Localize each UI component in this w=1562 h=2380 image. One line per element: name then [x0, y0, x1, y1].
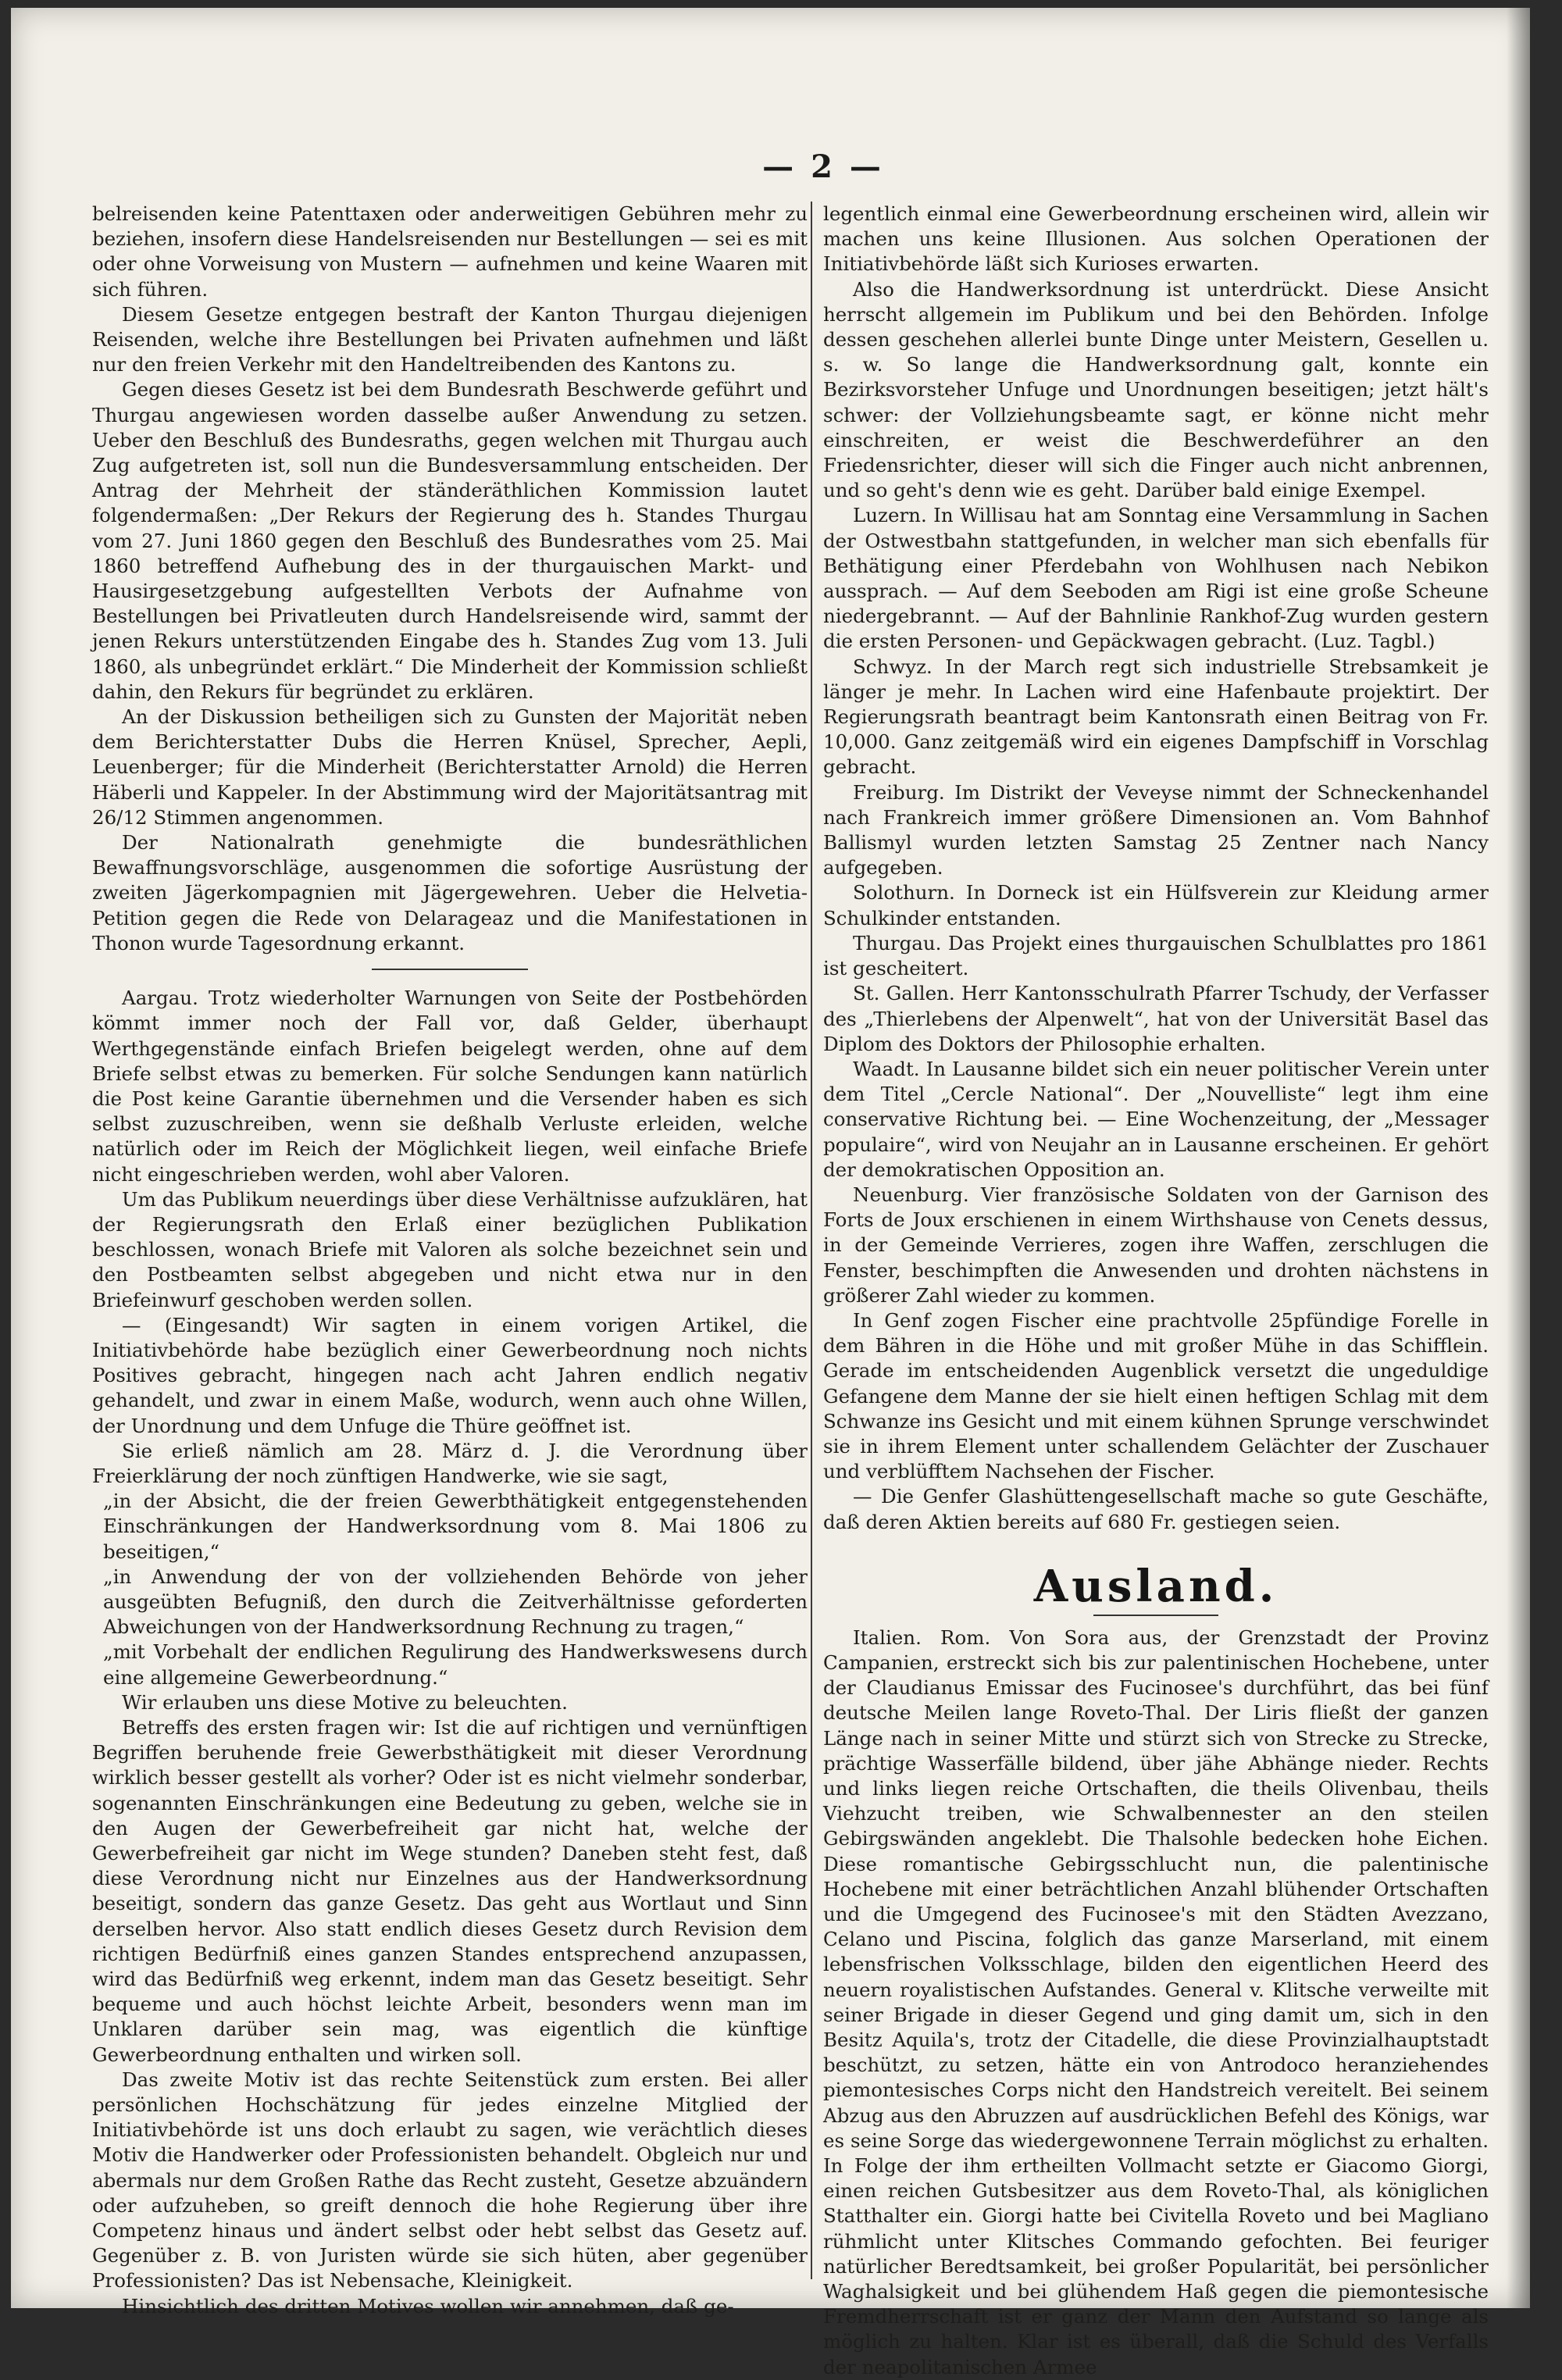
paragraph: Das zweite Motiv ist das rechte Seitenstück zum ersten. Bei aller persönlichen Hochschätzung für jedes einzelne Mitglied der Initiativbehörde ist uns doch erlaubt zu sagen, wie verächtlich dieses Motiv die Handwerker oder Professionisten behandelt. Obgleich nur und abermals nur dem Großen Rathe das Recht zusteht, Gesetze abzuändern oder aufzuheben, so greift dennoch die hohe Regierung über ihre Competenz hinaus und ändert selbst oder hebt selbst das Gesetz auf. Gegenüber z. B. von Juristen würde sie sich hüten, aber gegenüber Professionisten? Das ist Nebensache, Kleinigkeit. — [92, 2068, 808, 2293]
paragraph: Diesem Gesetze entgegen bestraft der Kanton Thurgau diejenigen Reisenden, welche ihre Bestellungen bei Privaten aufnehmen und läßt nur den freien Verkehr mit den Handeltreibenden des Kantons zu. — [92, 302, 808, 376]
left-column — [92, 202, 808, 2318]
paragraph: Solothurn. In Dorneck ist ein Hülfsverein zur Kleidung armer Schulkinder entstanden. — [823, 881, 1489, 930]
quote: „mit Vorbehalt der endlichen Regulirung des Handwerkswesens durch eine allgemeine Gewerbeordnung.“ — [103, 1640, 808, 1689]
paragraph: Italien. Rom. Von Sora aus, der Grenzstadt der Provinz Campanien, erstreckt sich bis zur palentinischen Hochebene, unter der Claudianus Emissar des Fucinosee's durchführt, das bei fünf deutsche Meilen lange Roveto-Thal. Der Liris fließt der ganzen Länge nach in seiner Mitte und stürzt sich von Strecke zu Strecke, prächtige Wasserfälle bildend, über jähe Abhänge nieder. Rechts und links liegen reiche Ortschaften, die theils Olivenbau, theils Viehzucht treiben, wie Schwalbennester an den steilen Gebirgswänden angeklebt. Die Thalsohle bedecken hohe Eichen. Diese romantische Gebirgsschlucht nun, die palentinische Hochebene mit einer beträchtlichen Anzahl blühender Ortschaften und die Umgegend des Fucinosee's mit den Städten Avezzano, Celano und Piscina, folglich das ganze Marserland, mit einem lebensfrischen Volksschlage, bilden den eigentlichen Heerd des neuern royalistischen Aufstandes. General v. Klitsche verweilte mit seiner Brigade in dieser Gegend und ging damit um, sich in den Besitz Aquila's, trotz der Citadelle, die diese Provinzialhauptstadt beschützt, zu setzen, hätte ein von Antrodoco heranziehendes piemontesisches Corps nicht den Handstreich vereitelt. Bei seinem Abzug aus den Abruzzen auf ausdrücklichen Befehl des Königs, war es seine Sorge das wiedergewonnene Terrain möglichst zu erhalten. In Folge der ihm ertheilten Vollmacht setzte er Giacomo Giorgi, einen reichen Gutsbesitzer aus dem Roveto-Thal, als königlichen Statthalter ein. Giorgi hatte bei Civitella Roveto und bei Magliano rühmlicht unter Klitsches Commando gefochten. Bei feuriger natürlicher Beredtsamkeit, bei großer Popularität, bei persönlicher Waghalsigkeit und bei glühendem Haß gegen die piemontesische Fremdherrschaft ist er ganz der Mann den Aufstand so lange als möglich zu halten. Klar ist es überall, daß die Schuld des Verfalls der neapolitanischen Armee — [823, 1625, 1489, 2378]
paragraph: Wir erlauben uns diese Motive zu beleuchten. — [122, 1690, 568, 1714]
paragraph: Also die Handwerksordnung ist unterdrückt. Diese Ansicht herrscht allgemein im Publikum und bei den Behörden. Infolge dessen geschehen allerlei bunte Dinge unter Meistern, Gesellen u. s. w. So lange die Handwerksordnung galt, konnte ein Bezirksvorsteher Unfuge und Unordnungen beseitigen; jetzt hält's schwer: der Vollziehungsbeamte sagt, er könne nicht mehr einschreiten, er weist die Beschwerdeführer an den Friedensrichter, dieser will sich die Finger auch nicht anbrennen, und so geht's denn wie es geht. Darüber bald einige Exempel. — [823, 277, 1489, 502]
paragraph: Betreffs des ersten fragen wir: Ist die auf richtigen und vernünftigen Begriffen beruhende freie Gewerbsthätigkeit mit dieser Verordnung wirklich besser gestellt als vorher? Oder ist es nicht vielmehr sonderbar, sogenannten Einschränkungen eine Bedeutung zu geben, welche sie in den Augen der Gewerbefreiheit gar nicht hat, welche der Gewerbefreiheit gar nicht im Wege stunden? Daneben steht fest, daß diese Verordnung nicht nur Einzelnes aus der Handwerksordnung beseitigt, sondern das ganze Gesetz. Das geht aus Wortlaut und Sinn derselben hervor. Also statt endlich dieses Gesetz durch Revision dem richtigen Bedürfniß eines ganzen Standes entsprechend anzupassen, wird das Bedürfniß weg erkennt, indem man das Gesetz beseitigt. Sehr bequeme und auch höchst leichte Arbeit, besonders wenn man im Unklaren darüber sein mag, was eigentlich die künftige Gewerbeordnung enthalten und wirken soll. — [92, 1715, 808, 2066]
heading-rule — [1093, 1615, 1218, 1616]
newspaper-page — [11, 8, 1530, 2378]
paragraph: Hinsichtlich des dritten Motives wollen wir annehmen, daß ge- — [122, 2294, 734, 2318]
paragraph: Schwyz. In der March regt sich industrielle Strebsamkeit je länger je mehr. In Lachen wird eine Hafenbaute projektirt. Der Regierungsrath beantragt beim Kantonsrath einen Beitrag von Fr. 10,000. Ganz zeitgemäß wird ein eigenes Dampfschiff in Vorschlag gebracht. — [823, 655, 1489, 779]
paragraph: St. Gallen. Herr Kantonsschulrath Pfarrer Tschudy, der Verfasser des „Thierlebens der Alpenwelt“, hat von der Universität Basel das Diplom des Doktors der Philosophie erhalten. — [823, 982, 1489, 1055]
paragraph: belreisenden keine Patenttaxen oder anderweitigen Gebühren mehr zu beziehen, insofern diese Handelsreisenden nur Bestellungen — sei es mit oder ohne Vorweisung von Mustern — aufnehmen und keine Waaren mit sich führen. — [92, 202, 808, 301]
paragraph: Neuenburg. Vier französische Soldaten von der Garnison des Forts de Joux erschienen in einem Wirthshause von Cenets dessus, in der Gemeinde Verrieres, zogen ihre Waffen, zerschlugen die Fenster, beschimpften die Anwesenden und drohten nächstens in größerer Zahl wieder zu kommen. — [823, 1183, 1489, 1307]
paragraph: Waadt. In Lausanne bildet sich ein neuer politischer Verein unter dem Titel „Cercle National“. Der „Nouvelliste“ legt ihm eine conservative Richtung bei. — Eine Wochenzeitung, der „Messager populaire“, wird von Neujahr an in Lausanne erscheinen. Er gehört der demokratischen Opposition an. — [823, 1057, 1489, 1181]
page-number: — 2 — — [762, 148, 884, 185]
paragraph: Sie erließ nämlich am 28. März d. J. die Verordnung über Freierklärung der noch zünftigen Handwerke, wie sie sagt, — [92, 1439, 808, 1487]
paragraph: Thurgau. Das Projekt eines thurgauischen Schulblattes pro 1861 ist gescheitert. — [823, 931, 1489, 980]
paragraph: Der Nationalrath genehmigte die bundesräthlichen Bewaffnungsvorschläge, ausgenommen die sofortige Ausrüstung der zweiten Jägerkompagnien mit Jägergewehren. Ueber die Helvetia-Petition gegen die Rede von Delarageaz und die Manifestationen in Thonon wurde Tagesordnung erkannt. — [92, 831, 808, 954]
quote: „in der Absicht, die der freien Gewerbthätigkeit entgegenstehenden Einschränkungen der Handwerksordnung vom 8. Mai 1806 zu beseitigen,“ — [103, 1490, 808, 1563]
paragraph: In Genf zogen Fischer eine prachtvolle 25pfündige Forelle in dem Bähren in die Höhe und mit großer Mühe in das Schifflein. Gerade im entscheidenden Augenblick versetzt die ungeduldige Gefangene dem Manne der sie hielt einen heftigen Schlag mit dem Schwanze ins Gesicht und mit einem kühnen Sprunge verschwindet sie in ihrem Element unter schallendem Gelächter der Zuschauer und verblüfftem Nachsehen der Fischer. — [823, 1308, 1489, 1483]
section-divider — [372, 969, 528, 970]
paragraph: legentlich einmal eine Gewerbeordnung erscheinen wird, allein wir machen uns keine Illusionen. Aus solchen Operationen der Initiativbehörde läßt sich Kurioses erwarten. — [823, 202, 1489, 276]
paragraph: Luzern. In Willisau hat am Sonntag eine Versammlung in Sachen der Ostwestbahn stattgefunden, in welcher man sich ebenfalls für Bethätigung einer Pferdebahn von Wohlhusen nach Nebikon aussprach. — Auf dem Seeboden am Rigi ist eine große Scheune niedergebrannt. — Auf der Bahnlinie Rankhof-Zug wurden gestern die ersten Personen- und Gepäckwagen gebracht. (Luz. Tagbl.) — [823, 504, 1489, 653]
paragraph: — (Eingesandt) Wir sagten in einem vorigen Artikel, die Initiativbehörde habe bezüglich einer Gewerbeordnung noch nichts Positives gebracht, hingegen nach acht Jahren endlich negativ gehandelt, und zwar in einem Maße, wodurch, wenn auch ohne Willen, der Unordnung und dem Unfuge die Thüre geöffnet ist. — [92, 1313, 808, 1437]
paragraph: Freiburg. Im Distrikt der Veveyse nimmt der Schneckenhandel nach Frankreich immer größere Dimensionen an. Vom Bahnhof Ballismyl wurden letzten Samstag 25 Zentner nach Nancy aufgegeben. — [823, 780, 1489, 880]
paragraph: Gegen dieses Gesetz ist bei dem Bundesrath Beschwerde geführt und Thurgau angewiesen worden dasselbe außer Anwendung zu setzen. Ueber den Beschluß des Bundesraths, gegen welchen mit Thurgau auch Zug aufgetreten ist, soll nun die Bundesversammlung entscheiden. Der Antrag der Mehrheit der ständeräthlichen Kommission lautet folgendermaßen: „Der Rekurs der Regierung des h. Standes Thurgau vom 27. Juni 1860 gegen den Beschluß des Bundesrathes vom 25. Mai 1860 betreffend Aufhebung des in der thurgauischen Markt- und Hausirgesetzgebung aufgestellten Verbots der Aufnahme von Bestellungen bei Privatleuten durch Handelsreisende wird, sammt der jenen Rekurs unterstützenden Eingabe des h. Standes Zug vom 13. Juli 1860, als unbegründet erklärt.“ Die Minderheit der Kommission schließt dahin, den Rekurs für begründet zu erklären. — [92, 378, 808, 703]
paragraph: An der Diskussion betheiligen sich zu Gunsten der Majorität neben dem Berichterstatter Dubs die Herren Knüsel, Sprecher, Aepli, Leuenberger; für die Minderheit (Berichterstatter Arnold) die Herren Häberli und Kappeler. In der Abstimmung wird der Majoritätsantrag mit 26/12 Stimmen angenommen. — [92, 705, 808, 829]
column-divider — [811, 202, 812, 2279]
quote: „in Anwendung der von der vollziehenden Behörde von jeher ausgeübten Befugniß, den durch die Zeitverhältnisse geforderten Abweichungen von der Handwerksordnung Rechnung zu tragen,“ — [103, 1565, 808, 1639]
paragraph: Um das Publikum neuerdings über diese Verhältnisse aufzuklären, hat der Regierungsrath den Erlaß einer bezüglichen Publikation beschlossen, wonach Briefe mit Valoren als solche bezeichnet sein und den Postbeamten selbst abgegeben und nicht etwa nur in den Briefeinwurf geschoben werden sollen. — [92, 1187, 808, 1311]
paragraph: Aargau. Trotz wiederholter Warnungen von Seite der Postbehörden kömmt immer noch der Fall vor, daß Gelder, überhaupt Werthgegenstände einfach Briefen beigelegt werden, ohne auf dem Briefe selbst etwas zu bemerken. Für solche Sendungen kann natürlich die Post keine Garantie übernehmen und die Versender haben es sich selbst zuzuschreiben, wenn sie deßhalb Verluste erleiden, welche natürlich oder im Reich der Möglichkeit liegen, weil einfache Briefe nicht eingeschrieben werden, wohl aber Valoren. — [92, 987, 808, 1186]
section-heading: Ausland. — [1033, 1560, 1278, 1612]
right-column — [823, 202, 1489, 2378]
scan-shadow — [1507, 8, 1530, 2308]
paragraph: — Die Genfer Glashüttengesellschaft mache so gute Geschäfte, daß deren Aktien bereits auf 680 Fr. gestiegen seien. — [823, 1485, 1489, 1533]
